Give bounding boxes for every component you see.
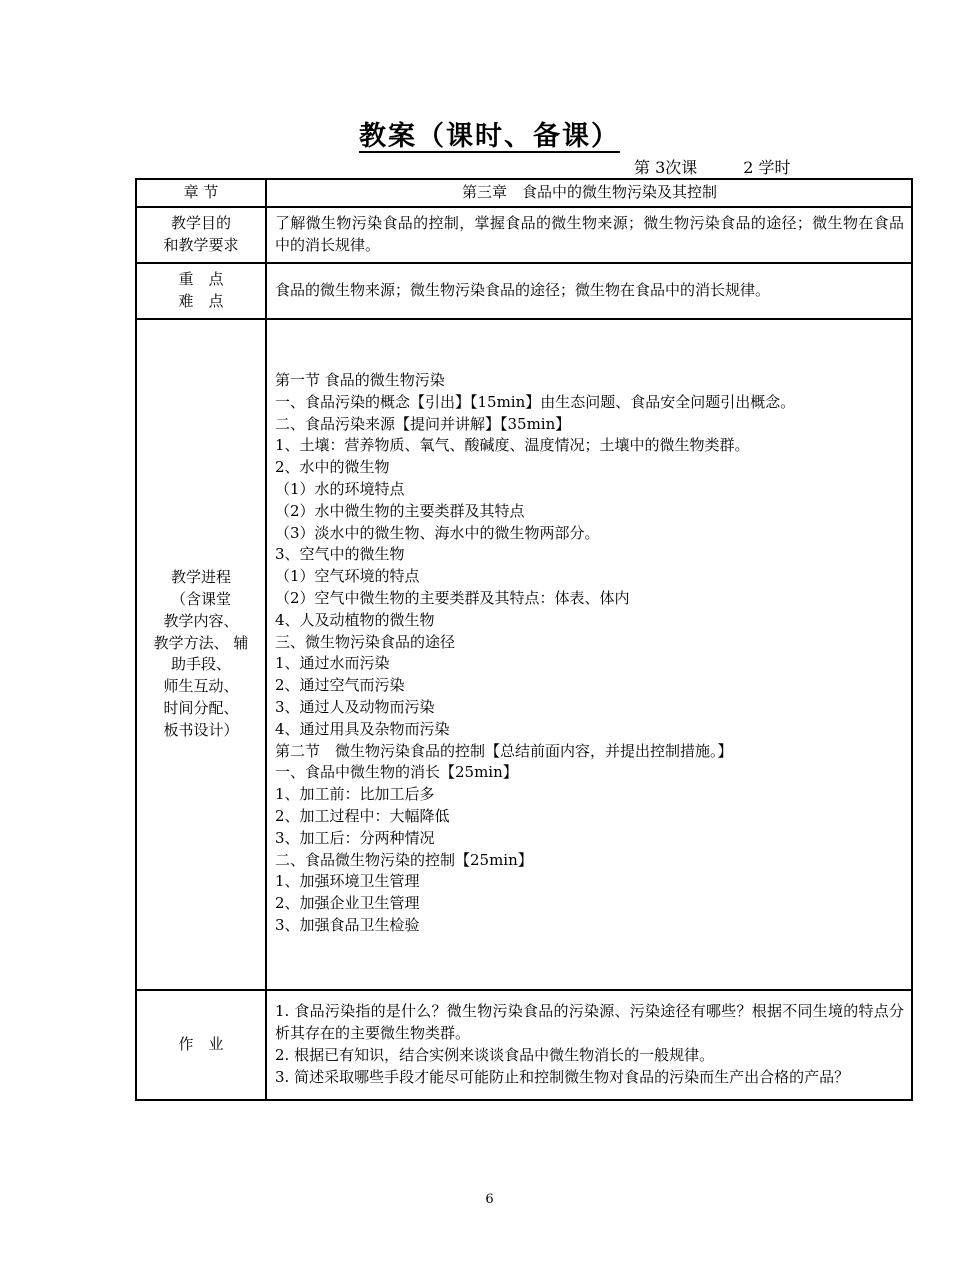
row-objectives [136, 207, 912, 263]
objectives-content: 了解微生物污染食品的控制，掌握食品的微生物来源；微生物污染食品的途径；微生物在食品中的消长规律。 [266, 207, 912, 263]
process-line: 1、土壤：营养物质、氧气、酸碱度、温度情况；土壤中的微生物类群。 [275, 436, 750, 455]
homework-item: 2. 根据已有知识，结合实例来谈谈食品中微生物消长的一般规律。 [275, 1045, 715, 1064]
process-line: 4、通过用具及杂物而污染 [275, 719, 450, 738]
label-line: 教学进程 [170, 568, 231, 587]
process-line: 3、空气中的微生物 [275, 545, 405, 564]
process-line: 3、加强食品卫生检验 [275, 915, 420, 934]
process-line: 2、加工过程中：大幅降低 [275, 806, 450, 825]
session-info [634, 155, 791, 178]
process-line: 二、食品污染来源【提问并讲解】【35min】 [275, 414, 571, 433]
homework-label: 作 业 [136, 990, 266, 1100]
homework-content [266, 990, 912, 1100]
label-line: 教学目的 [170, 214, 231, 233]
process-line: 1、加强环境卫生管理 [275, 872, 420, 891]
page-number: 6 [485, 1192, 494, 1207]
process-line: 一、食品污染的概念【引出】【15min】由生态问题、食品安全问题引出概念。 [275, 392, 796, 411]
process-line: 2、加强企业卫生管理 [275, 894, 420, 913]
lesson-plan-table [135, 178, 913, 1101]
process-label [136, 319, 266, 990]
lesson-hours: 2 学时 [743, 158, 791, 177]
process-line: （1）水的环境特点 [275, 479, 405, 498]
homework-item: 3. 简述采取哪些手段才能尽可能防止和控制微生物对食品的污染而生产出合格的产品？ [275, 1067, 850, 1086]
row-process [136, 319, 912, 990]
process-line: （2）空气中微生物的主要类群及其特点：体表、体内 [275, 588, 630, 607]
page-title: 教案（课时、备课） [359, 121, 620, 152]
process-line: 一、食品中微生物的消长【25min】 [275, 763, 518, 782]
process-line: 二、食品微生物污染的控制【25min】 [275, 850, 533, 869]
label-line: 板书设计） [163, 720, 239, 739]
process-line: 4、人及动植物的微生物 [275, 610, 435, 629]
process-line: 第二节 微生物污染食品的控制【总结前面内容，并提出控制措施。】 [275, 741, 733, 760]
label-line: 和教学要求 [163, 236, 239, 254]
homework-item: 1. 食品污染指的是什么？微生物污染食品的污染源、污染途径有哪些？根据不同生境的特点分析其存在的主要微生物类群。 [275, 1002, 904, 1042]
process-line: 2、通过空气而污染 [275, 676, 405, 695]
chapter-content: 第三章 食品中的微生物污染及其控制 [266, 179, 912, 207]
label-line: 助手段、 [170, 655, 231, 674]
process-line: 第一节 食品的微生物污染 [275, 371, 445, 389]
label-line: 重 点 [178, 270, 224, 289]
label-line: （含课堂 [170, 589, 231, 608]
label-line: 难 点 [178, 292, 224, 310]
label-line: 师生互动、 [163, 677, 239, 696]
process-line: （3）淡水中的微生物、海水中的微生物两部分。 [275, 523, 600, 542]
row-chapter [136, 179, 912, 207]
process-content [266, 319, 912, 990]
process-line: （1）空气环境的特点 [275, 567, 420, 586]
label-line: 时间分配、 [163, 698, 239, 717]
process-line: 2、水中的微生物 [275, 458, 390, 477]
label-line: 教学方法、 辅 [153, 633, 249, 652]
process-line: 3、加工后：分两种情况 [275, 828, 435, 847]
process-line: 1、加工前：比加工后多 [275, 785, 435, 804]
process-line: 3、通过人及动物而污染 [275, 697, 435, 716]
row-homework [136, 990, 912, 1100]
process-line: 1、通过水而污染 [275, 654, 390, 673]
objectives-label [136, 207, 266, 263]
key-points-content: 食品的微生物来源；微生物污染食品的途径；微生物在食品中的消长规律。 [266, 263, 912, 319]
chapter-label: 章 节 [136, 179, 266, 207]
process-line: （2）水中微生物的主要类群及其特点 [275, 501, 525, 520]
label-line: 教学内容、 [163, 611, 239, 630]
process-line: 三、微生物污染食品的途径 [275, 632, 456, 651]
key-points-label [136, 263, 266, 319]
row-key-points [136, 263, 912, 319]
lesson-number: 第 3次课 [634, 158, 698, 177]
